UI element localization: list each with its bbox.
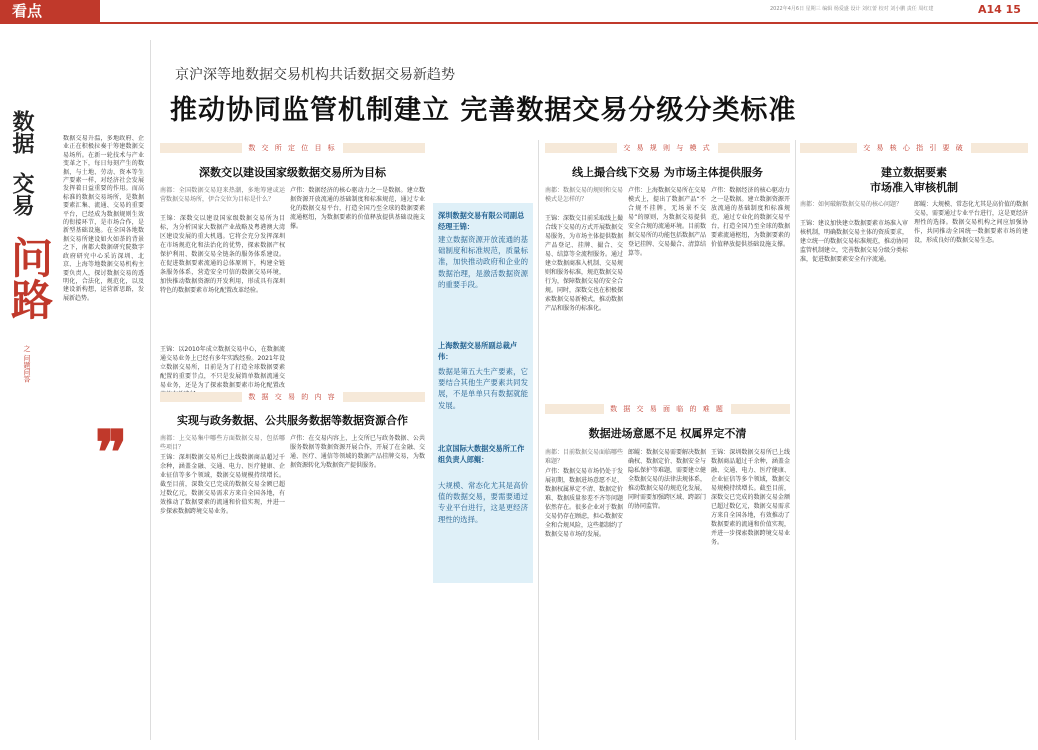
section-header-core: 交 易 核 心 指 引 要 破 bbox=[800, 143, 1028, 153]
article-lead-3: 南都：数据交易的规则和交易模式是怎样的？ bbox=[545, 187, 623, 203]
section-title-rules: 线上撮合线下交易 为市场主体提供服务 bbox=[572, 166, 763, 179]
section-title-core-a: 建立数据要素 bbox=[881, 166, 947, 179]
section-title-core-b: 市场准入审核机制 bbox=[870, 181, 958, 194]
article-answer-5: 王锦：建议加快建立数据要素市场准入审核机制，明确数据交易主体的资质要求，建立统一的数据交易标准规范，推动协同监管机制建立，完善数据交易分级分类标准，促进数据要素安全有序流通。 bbox=[800, 220, 908, 263]
section-title-positioning: 深数交以建设国家级数据交易所为目标 bbox=[199, 166, 386, 179]
section-title-content: 实现与政务数据、公共服务数据等数据资源合作 bbox=[177, 414, 408, 427]
sidebar-title-big: 问路 bbox=[5, 236, 54, 320]
article-lead-5: 南都：如何破解数据交易的核心问题？ bbox=[800, 201, 903, 208]
article-lead-4: 南都：目前数据交易面临哪些难题？ bbox=[545, 449, 623, 465]
sidebar-title-a: 数据 bbox=[9, 110, 34, 154]
article-answer-4: 卢伟：数据交易市场仍处于发展初期，数据进场意愿不足、数据权属界定不清、数据定价难、数据质量参差不齐等问题依然存在。很多企业对于数据交易仍存在顾虑，担心数据安全和合规风险，这些都制约了数据交易市场的发展。 bbox=[545, 468, 623, 538]
column-divider bbox=[538, 140, 539, 740]
article-answer-4b: 郎鲲：数据交易需要解决数据确权、数据定价、数据安全与隐私保护等难题，需要建立健全数据交易的法律法规体系，推动数据交易的规范化发展，同时需要加强跨区域、跨部门的协同监管。 bbox=[628, 449, 706, 510]
pullquote-3-body: 大规模、常态化尤其是高价值的数据交易，要需要通过专业平台进行，这是更经济理性的选择。 bbox=[438, 481, 528, 524]
sidebar-intro: 数据交易升温，多地政府、企业正在积极拉奏于筹建数据交易场所。在新一轮技术与产业变革之下，每日每刻产生的数据，与土地、劳动、资本等生产要素一样，对经济社会发展发挥着日益重要的作用。而高标准的数据交易场所，是数据要素汇集、流通、交易的重要平台，已经成为数据规则生效的衔接环节，是市场合作，是新型基础设施。在全国各地数据交易所建设如火如荼的背景之下，南都大数据研究院数字政府研究中心采访深圳、北京、上海等地数据交易机构主要负责人，探讨数据交易的透明化，合法化，规范化，以及建设新构想，运营新思路，发展新趋势。 bbox=[63, 135, 144, 302]
section-tag-text: 看点 bbox=[12, 2, 43, 20]
article-answer-2: 王锦：深圳数据交易所已上线数据商品超过千余种，涵盖金融、交通、电力、医疗健康、企业征信等多个领域，数据交易规模持续增长。截至目前，深数交已完成的数据交易金额已超过数亿元，数据交易需求方来自全国各地，有效推动了数据要素的流通和价值实现，并进一步探索数据跨境交易业务。 bbox=[160, 454, 285, 515]
sidebar-title-b: 交易 bbox=[9, 172, 34, 216]
column-divider bbox=[795, 140, 796, 740]
article-answer-2b: 卢伟：在交易内容上，上交所已与政务数据、公共服务数据等数据资源开展合作，开展了在金融、交通、医疗、通信等领域的数据产品挂牌交易，为数据资源转化为数据资产提供服务。 bbox=[290, 435, 425, 469]
sidebar-series-label: 之 问题问答 bbox=[23, 345, 31, 383]
headline-kicker: 京沪深等地数据交易机构共话数据交易新趋势 bbox=[175, 67, 455, 83]
section-title-difficulties: 数据进场意愿不足 权属界定不清 bbox=[588, 427, 747, 440]
section-header-content: 数 据 交 易 的 内 容 bbox=[160, 392, 425, 402]
section-header-positioning: 数 交 所 定 位 目 标 bbox=[160, 143, 425, 153]
article-answer-2-cont: 王锦：深圳数据交易所已上线数据商品超过千余种，涵盖金融、交通、电力、医疗健康、企业征信等多个领域，数据交易规模持续增长。截至目前，深数交已完成的数据交易金额已超过数亿元，数据交易需求方来自全国各地，有效推动了数据要素的流通和价值实现，并进一步探索数据跨境交易业务。 bbox=[711, 449, 790, 546]
pullquote-1-name: 深圳数据交易有限公司副总经理王锦： bbox=[438, 211, 525, 231]
article-lead-1: 南都：全国数据交易迎来热潮，多地筹建或运营数据交易场所，伊合交位为目标是什么？ bbox=[160, 187, 285, 203]
section-header-rules: 交 易 规 则 与 模 式 bbox=[545, 143, 790, 153]
pullquote-2-body: 数据是第五大生产要素，它要结合其他生产要素共同发展，不是单单只有数据就能发展。 bbox=[438, 367, 528, 410]
article-answer-1c-cont: 卢伟：数据经济的核心驱动力之一是数据。建立数据资源开放流通的基础制度和标准规范，通过专业化的数据交易平台，打造全国乃至全球的数据要素流通枢纽，为数据要素的价值释放提供基础设施支撑。 bbox=[711, 187, 790, 248]
article-answer-3b: 卢伟：上海数据交易所在交易模式上，提出了数据产品“不合规不挂牌，无场景不交易”的原则，为数据交易提供安全合规的流通环境。目前数据交易所的功能包括数据产品登记挂牌、交易撮合、清算结算等。 bbox=[628, 187, 706, 257]
article-answer-1c: 卢伟：数据经济的核心驱动力之一是数据。建立数据资源开放流通的基础制度和标准规范，通过专业化的数据交易平台，打造全国乃至全球的数据要素流通枢纽，为数据要素的价值释放提供基础设施支撑。 bbox=[290, 187, 425, 230]
section-header-difficulties: 数 据 交 易 面 临 的 难 题 bbox=[545, 404, 790, 414]
page-number: A14 15 bbox=[978, 3, 1021, 16]
article-answer-3: 王锦：深数交目前采取线上撮合线下交易的方式开展数据交易服务，为市场主体提供数据产品登记、挂牌、撮合、交易、结算等全流程服务。通过建立数据商准入机制、交易规则和服务标准，规范数据交易行为，保障数据交易的安全合规。同时，深数交也在积极探索数据交易新模式，推动数据产品和服务的标准化。 bbox=[545, 215, 623, 312]
header-meta: 2022年4月6日 星期三 编辑 杨爱盛 设计 刘红蕾 校对 刘小鹏 责任 周红建 bbox=[770, 6, 934, 12]
article-lead-2: 南都：上交易集中哪些方面数据交易，包括哪些项目？ bbox=[160, 435, 285, 451]
article-answer-1b: 王锦：以2010年成立数据交易中心，在数据流通交易业务上已经有多年实践经验。2021年设立数据交易所，目前是为了打造全球数据要素配置的重要节点，不只是发展简单数据流通交易业务，还是为了探索数据要素市场化配置改 bbox=[160, 346, 285, 389]
pullquote-3-name: 北京国际大数据交易所工作组负责人郎鲲： bbox=[438, 444, 525, 464]
quote-mark-icon: ❞ bbox=[95, 418, 128, 488]
article-answer-1: 王锦：深数交以建设国家级数据交易所为目标，为分析国家大数据产业战略及粤港澳大湾区建设发展的重大机遇。它将会充分发挥深圳在市场规范化和法治化的优势，探索数据产权保护利用、数据交易全链条的服务体系建设。在促进数据要素流通的总体原则下，构建全链条服务体系，营造安全可信的数据交易环境，加快推动数据资源的开发利用，形成具有深圳特色的数据要素市场化配置改革经验。 bbox=[160, 215, 285, 294]
pullquote-1-body: 建立数据资源开放流通的基础制度和标准规范，质量标准，加快推动政府和企业的数据治理，是激活数据资源的重要手段。 bbox=[438, 235, 528, 289]
header-rule bbox=[0, 22, 1038, 24]
pullquote-2-name: 上海数据交易所副总裁卢伟： bbox=[438, 341, 518, 361]
headline-title: 推动协同监管机制建立 完善数据交易分级分类标准 bbox=[170, 95, 797, 126]
article-answer-5b: 郎鲲：大规模、常态化尤其是高价值的数据交易，需要通过专业平台进行，这是更经济理性的选择。数据交易机构之间应加强协作，共同推动全国统一数据要素市场的建设，形成良好的数据交易生态。 bbox=[914, 201, 1028, 244]
sidebar-divider bbox=[150, 40, 151, 740]
